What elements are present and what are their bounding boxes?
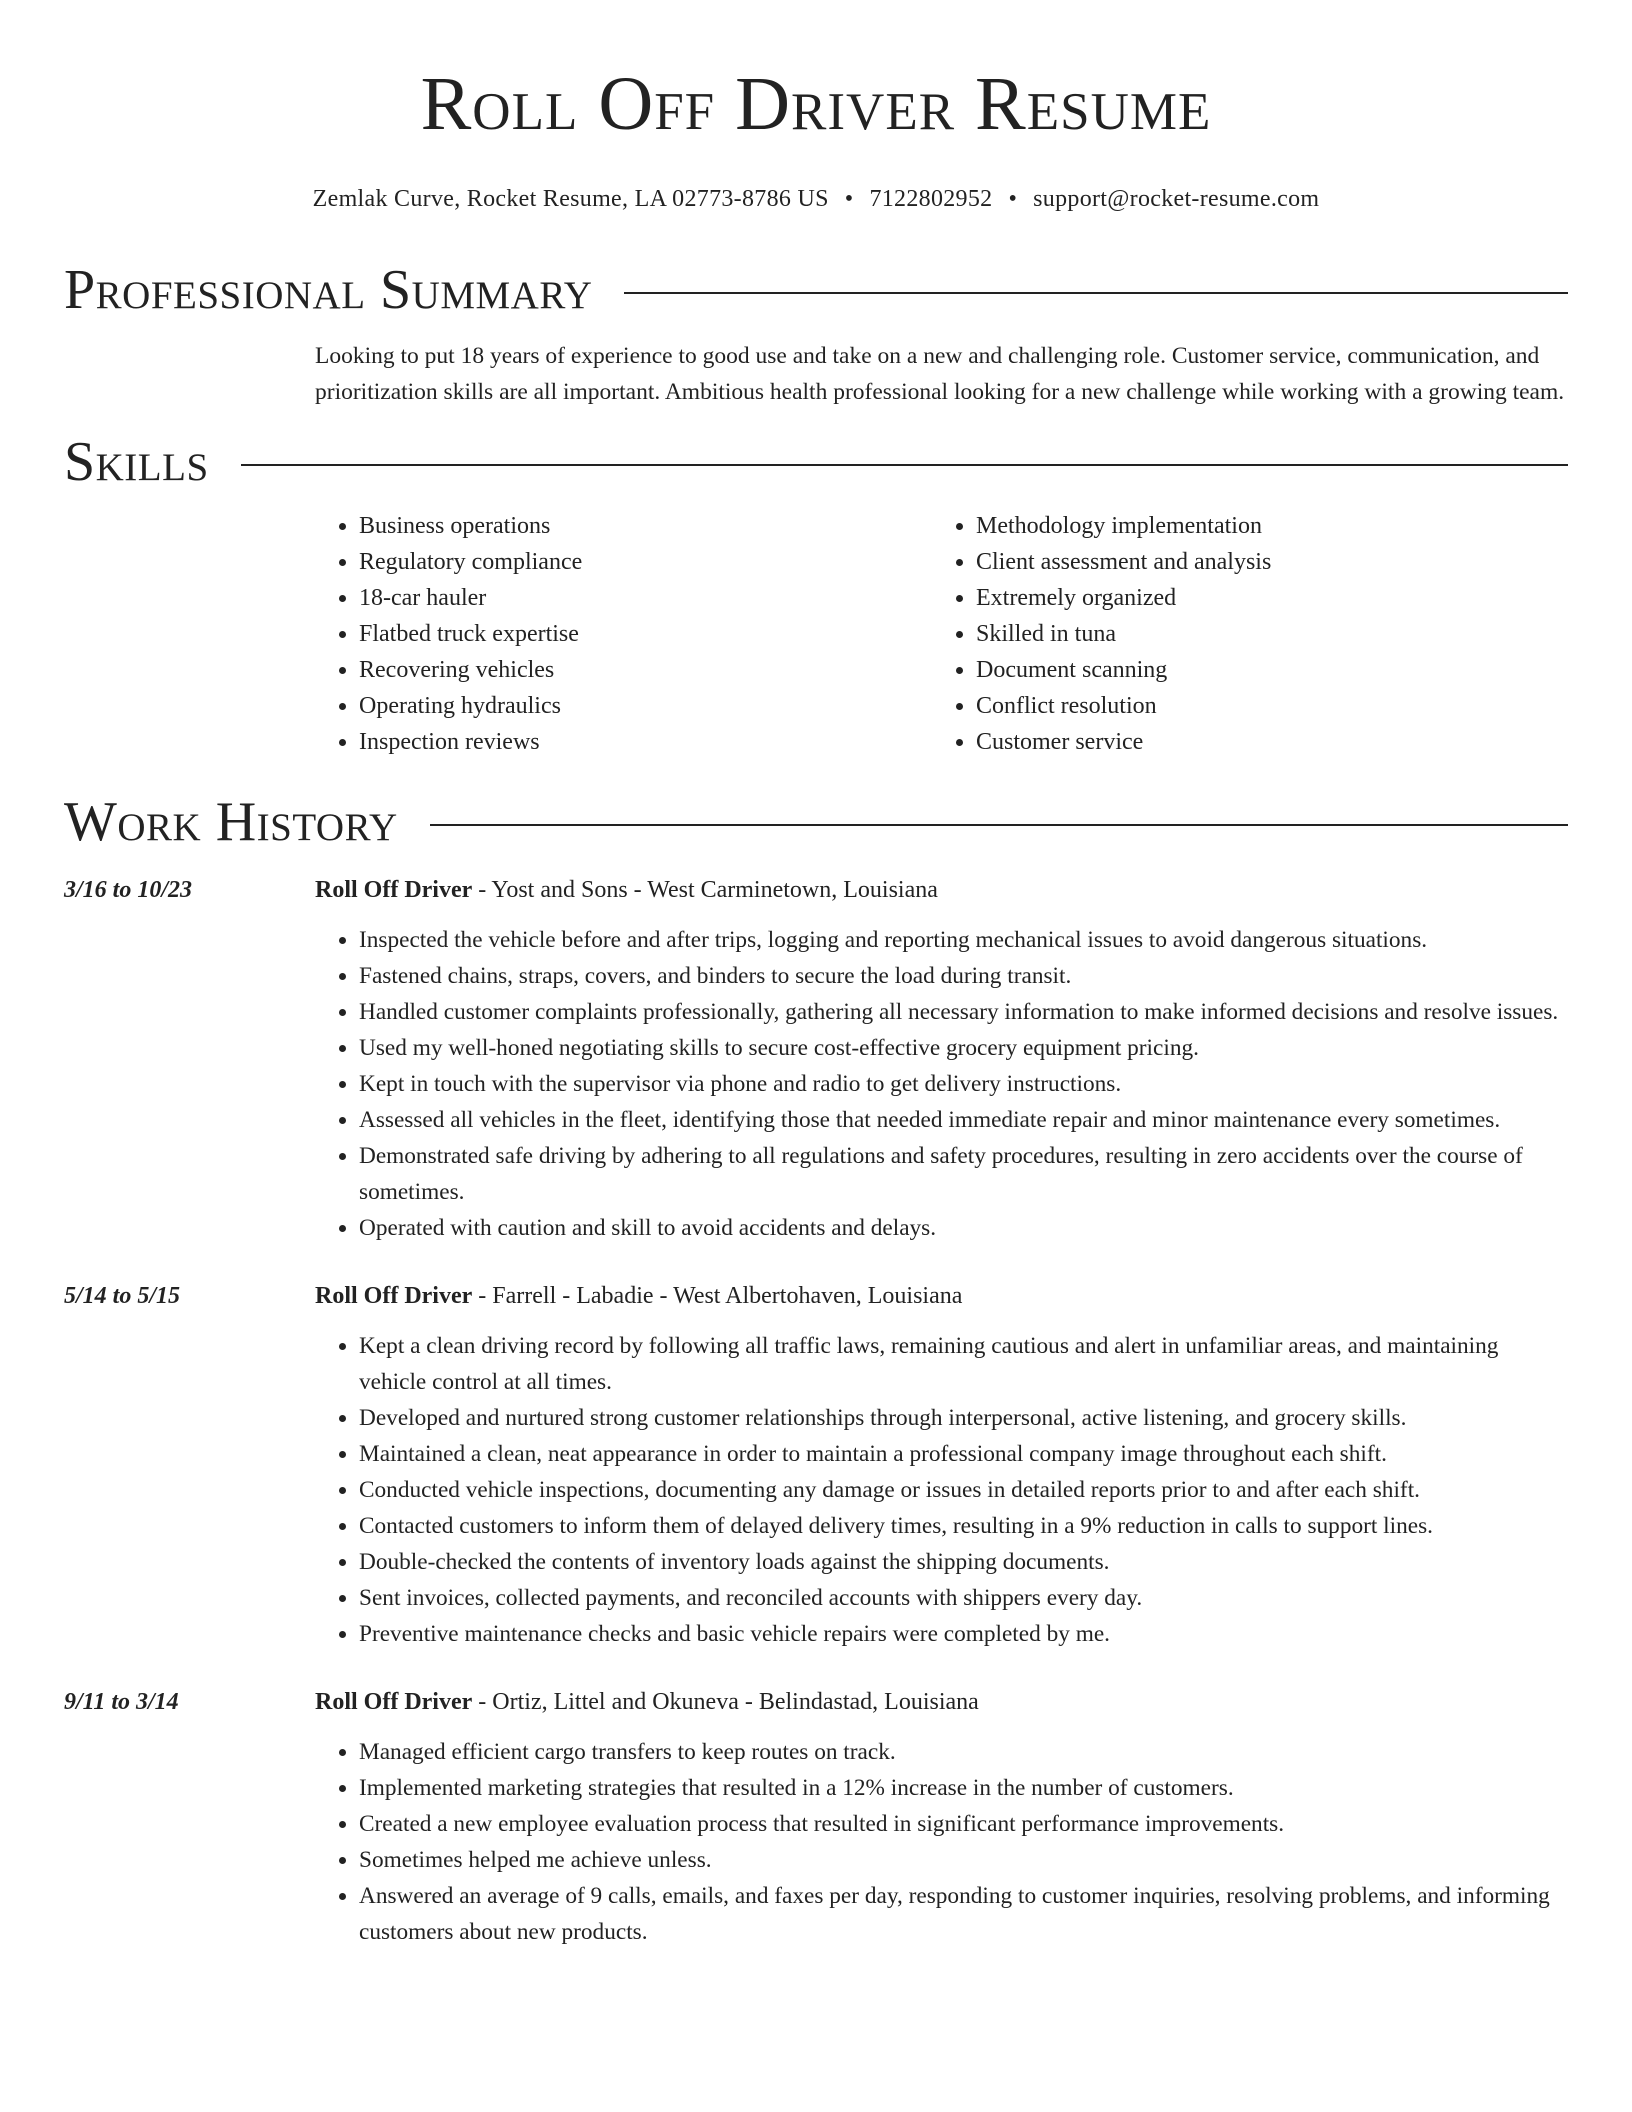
skill-item: • Business operations	[359, 508, 932, 544]
job-dates: 9/11 to 3/14	[64, 1689, 179, 1715]
phone: 7122802952	[869, 186, 993, 212]
skill-item: • Operating hydraulics	[359, 688, 932, 724]
job-body	[315, 1278, 1568, 1652]
summary-text: Looking to put 18 years of experience to good use and take on a new and challenging role. Customer service, communication, and prioritization skills are all important. Ambitious health professional looking for a new challenge while working with a growing team.	[315, 343, 1565, 405]
job-bullet: • Answered an average of 9 calls, emails, and faxes per day, responding to customer inquiries, resolving problems, and informing customers about new products.	[359, 1878, 1568, 1950]
job-bullet: • Kept a clean driving record by following all traffic laws, remaining cautious and alert in unfamiliar areas, and maintaining vehicle control at all times.	[359, 1328, 1568, 1400]
skill-item: • Customer service	[976, 724, 1549, 760]
job-bullet: • Implemented marketing strategies that resulted in a 12% increase in the number of customers.	[359, 1770, 1568, 1806]
skills-column-left	[315, 508, 932, 760]
job-bullet: • Fastened chains, straps, covers, and binders to secure the load during transit.	[359, 958, 1568, 994]
job-bullet: • Demonstrated safe driving by adhering to all regulations and safety procedures, resulting in zero accidents over the course of sometimes.	[359, 1138, 1568, 1210]
job-employer: - Yost and Sons - West Carminetown, Louisiana	[472, 877, 938, 903]
skill-item: • Inspection reviews	[359, 724, 932, 760]
job-bullet: • Created a new employee evaluation process that resulted in significant performance improvements.	[359, 1806, 1568, 1842]
skills-section-header	[64, 430, 1568, 494]
skill-item: • Recovering vehicles	[359, 652, 932, 688]
job-bullet: • Operated with caution and skill to avoid accidents and delays.	[359, 1210, 1568, 1246]
job-entry	[64, 1684, 1568, 1950]
job-bullet: • Assessed all vehicles in the fleet, identifying those that needed immediate repair and minor maintenance every sometimes.	[359, 1102, 1568, 1138]
skill-item: • 18-car hauler	[359, 580, 932, 616]
job-entry	[64, 872, 1568, 1246]
skills-heading: Skills	[64, 431, 209, 493]
job-bullets	[315, 1328, 1568, 1652]
email: support@rocket-resume.com	[1033, 186, 1320, 212]
summary-section-header	[64, 258, 1568, 322]
skill-item: • Flatbed truck expertise	[359, 616, 932, 652]
job-title-line	[315, 1684, 1568, 1720]
job-bullet: • Contacted customers to inform them of delayed delivery times, resulting in a 9% reduction in calls to support lines.	[359, 1508, 1568, 1544]
job-title: Roll Off Driver	[315, 1689, 473, 1715]
skill-item: • Methodology implementation	[976, 508, 1549, 544]
job-bullet: • Double-checked the contents of inventory loads against the shipping documents.	[359, 1544, 1568, 1580]
job-bullet: • Sometimes helped me achieve unless.	[359, 1842, 1568, 1878]
job-bullet: • Kept in touch with the supervisor via phone and radio to get delivery instructions.	[359, 1066, 1568, 1102]
skill-item: • Skilled in tuna	[976, 616, 1549, 652]
address: Zemlak Curve, Rocket Resume, LA 02773-8786 US	[312, 186, 829, 212]
job-bullets	[315, 922, 1568, 1246]
skill-item: • Extremely organized	[976, 580, 1549, 616]
job-employer: - Ortiz, Littel and Okuneva - Belindastad, Louisiana	[472, 1689, 979, 1715]
job-employer: - Farrell - Labadie - West Albertohaven, Louisiana	[472, 1283, 963, 1309]
job-title: Roll Off Driver	[315, 1283, 473, 1309]
skills-list	[315, 508, 1568, 760]
job-bullet: • Preventive maintenance checks and basic vehicle repairs were completed by me.	[359, 1616, 1568, 1652]
job-bullet: • Inspected the vehicle before and after trips, logging and reporting mechanical issues to avoid dangerous situations.	[359, 922, 1568, 958]
job-body	[315, 872, 1568, 1246]
job-bullets	[315, 1734, 1568, 1950]
job-title: Roll Off Driver	[315, 877, 473, 903]
resume-page	[64, 0, 1568, 1950]
summary-heading: Professional Summary	[64, 259, 593, 321]
skill-item: • Client assessment and analysis	[976, 544, 1549, 580]
job-bullet: • Managed efficient cargo transfers to keep routes on track.	[359, 1734, 1568, 1770]
job-entry	[64, 1278, 1568, 1652]
skills-column-right	[932, 508, 1549, 760]
skill-item: • Conflict resolution	[976, 688, 1549, 724]
resume-title: Roll Off Driver Resume	[420, 62, 1212, 146]
job-title-line	[315, 1278, 1568, 1314]
skill-item: • Document scanning	[976, 652, 1549, 688]
job-dates: 3/16 to 10/23	[64, 877, 193, 903]
work-heading: Work History	[64, 791, 398, 853]
skill-item: • Regulatory compliance	[359, 544, 932, 580]
job-bullet: • Used my well-honed negotiating skills to secure cost-effective grocery equipment pricing.	[359, 1030, 1568, 1066]
job-dates: 5/14 to 5/15	[64, 1283, 181, 1309]
section-divider	[624, 292, 1568, 294]
job-bullet: • Developed and nurtured strong customer relationships through interpersonal, active listening, and grocery skills.	[359, 1400, 1568, 1436]
section-divider	[430, 824, 1568, 826]
job-bullet: • Sent invoices, collected payments, and reconciled accounts with shippers every day.	[359, 1580, 1568, 1616]
section-divider	[241, 464, 1568, 466]
job-bullet: • Conducted vehicle inspections, documenting any damage or issues in detailed reports prior to and after each shift.	[359, 1472, 1568, 1508]
job-body	[315, 1684, 1568, 1950]
job-title-line	[315, 872, 1568, 908]
job-bullet: • Maintained a clean, neat appearance in order to maintain a professional company image throughout each shift.	[359, 1436, 1568, 1472]
job-bullet: • Handled customer complaints professionally, gathering all necessary information to make informed decisions and resolve issues.	[359, 994, 1568, 1030]
separator-dot: •	[1008, 186, 1018, 212]
contact-line	[64, 184, 1568, 214]
work-section-header	[64, 790, 1568, 854]
separator-dot: •	[844, 186, 854, 212]
